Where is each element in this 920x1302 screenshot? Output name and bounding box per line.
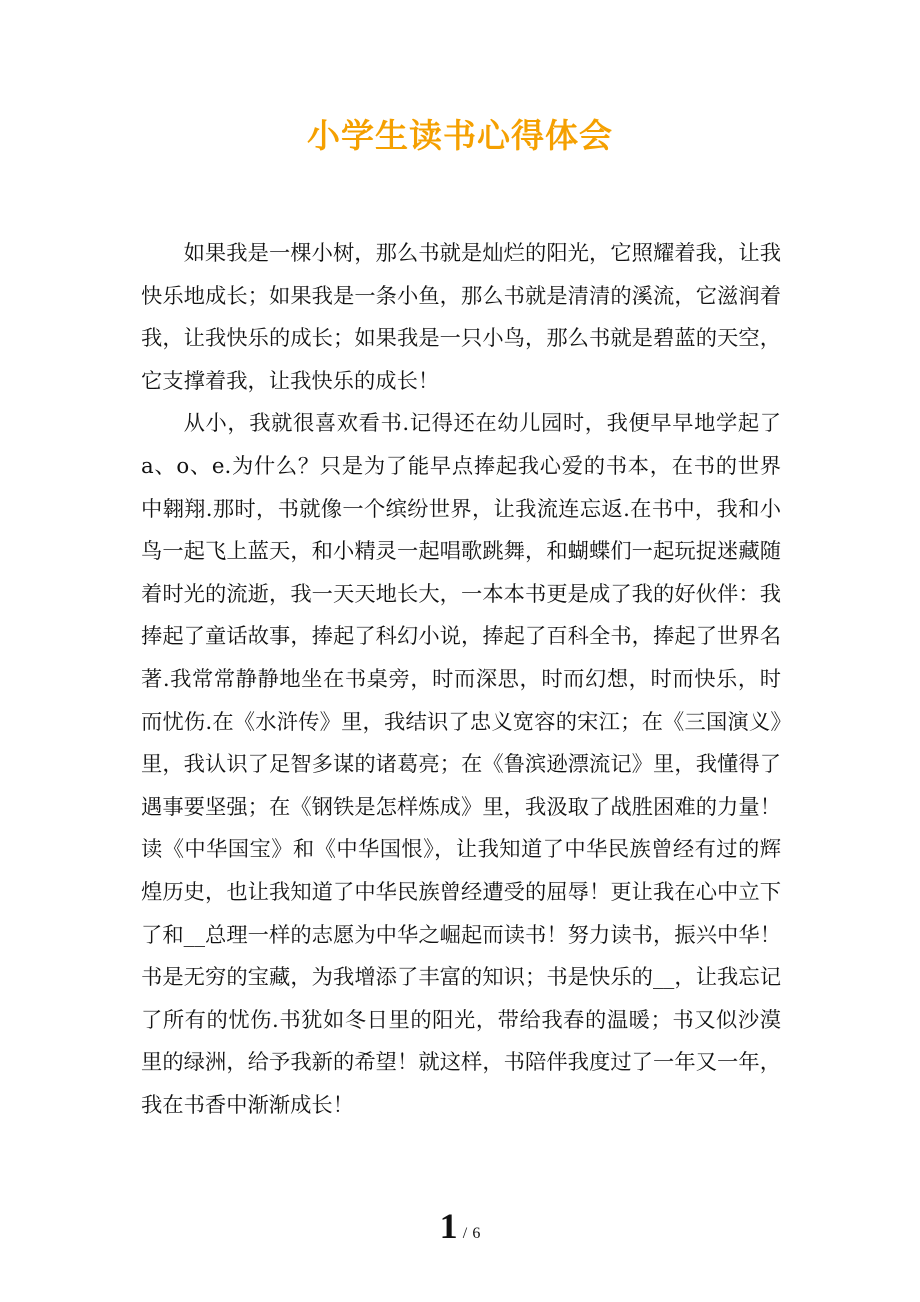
page-total: 6 <box>472 1225 481 1242</box>
page-separator: / <box>462 1225 468 1242</box>
document-title: 小学生读书心得体会 <box>307 116 613 155</box>
document-body <box>141 233 781 1127</box>
page-current: 1 <box>439 1206 458 1246</box>
paragraph-2: 从小，我就很喜欢看书.记得还在幼儿园时，我便早早地学起了a、o、e.为什么？只是为了能早点捧起我心爱的书本，在书的世界中翱翔.那时，书就像一个缤纷世界，让我流连忘返.在书中，我和小鸟一起飞上蓝天，和小精灵一起唱歌跳舞，和蝴蝶们一起玩捉迷藏随着时光的流逝，我一天天地长大，一本本书更是成了我的好伙伴：我捧起了童话故事，捧起了科幻小说，捧起了百科全书，捧起了世界名著.我常常静静地坐在书桌旁，时而深思，时而幻想，时而快乐，时而忧伤.在《水浒传》里，我结识了忠义宽容的宋江；在《三国演义》里，我认识了足智多谋的诸葛亮；在《鲁滨逊漂流记》里，我懂得了遇事要坚强；在《钢铁是怎样炼成》里，我汲取了战胜困难的力量！读《中华国宝》和《中华国恨》，让我知道了中华民族曾经有过的辉煌历史，也让我知道了中华民族曾经遭受的屈辱！更让我在心中立下了和__总理一样的志愿为中华之崛起而读书！努力读书，振兴中华！书是无穷的宝藏，为我增添了丰富的知识；书是快乐的__，让我忘记了所有的忧伤.书犹如冬日里的阳光，带给我春的温暖；书又似沙漠里的绿洲，给予我新的希望！就这样，书陪伴我度过了一年又一年，我在书香中渐渐成长！ <box>141 411 781 1118</box>
paragraph-1: 如果我是一棵小树，那么书就是灿烂的阳光，它照耀着我，让我快乐地成长；如果我是一条小鱼，那么书就是清清的溪流，它滋润着我，让我快乐的成长；如果我是一只小鸟，那么书就是碧蓝的天空，它支撑着我，让我快乐的成长！ <box>141 241 781 394</box>
page-number <box>0 1205 920 1247</box>
